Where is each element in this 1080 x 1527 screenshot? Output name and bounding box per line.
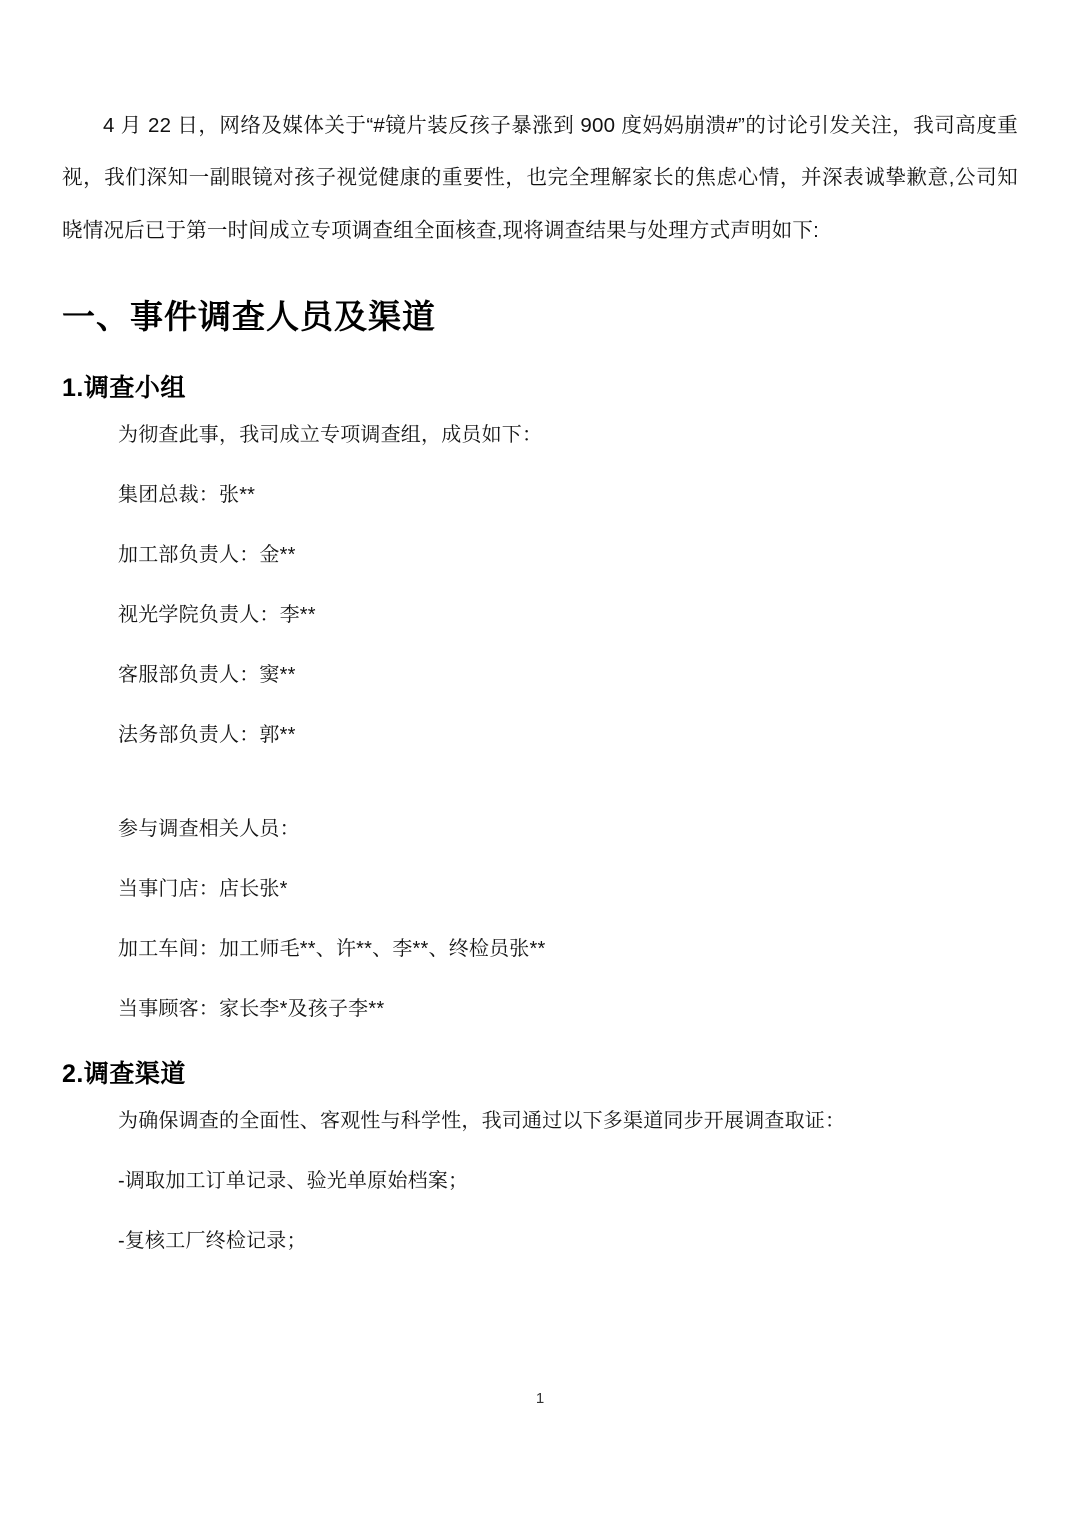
participant-line: 加工车间：加工师毛**、许**、李**、终检员张**	[118, 937, 546, 960]
member-line: 集团总裁：张**	[118, 483, 256, 506]
participant-line: 当事顾客：家长李*及孩子李**	[118, 997, 385, 1020]
member-line: 加工部负责人：金**	[118, 543, 296, 566]
channel-item: -调取加工订单记录、验光单原始档案；	[118, 1169, 469, 1192]
participants-lead: 参与调查相关人员：	[118, 817, 300, 840]
section-1-1-heading: 1.调查小组	[62, 373, 186, 402]
channels-lead: 为确保调查的全面性、客观性与科学性，我司通过以下多渠道同步开展调查取证：	[118, 1109, 846, 1132]
paragraph-spacer	[62, 780, 1018, 814]
section-1-2-heading: 2.调查渠道	[62, 1059, 186, 1088]
page-number: 1	[535, 1390, 545, 1407]
member-line: 视光学院负责人：李**	[118, 603, 316, 626]
section-1-heading: 一、事件调查人员及渠道	[62, 297, 436, 335]
intro-paragraph: 4 月 22 日，网络及媒体关于“#镜片装反孩子暴涨到 900 度妈妈崩溃#”的讨论引发关注，我司高度重视，我们深知一副眼镜对孩子视觉健康的重要性，也完全理解家长的焦虑心情，并深表诚挚歉意,公司知晓情况后已于第一时间成立专项调查组全面核查,现将调查结果与处理方式声明如下:	[62, 114, 1018, 242]
member-line: 法务部负责人：郭**	[118, 723, 296, 746]
channel-item: -复核工厂终检记录；	[118, 1229, 307, 1252]
investigation-group-lead: 为彻查此事，我司成立专项调查组，成员如下：	[118, 423, 543, 446]
participant-line: 当事门店：店长张*	[118, 877, 288, 900]
member-line: 客服部负责人：窦**	[118, 663, 296, 686]
